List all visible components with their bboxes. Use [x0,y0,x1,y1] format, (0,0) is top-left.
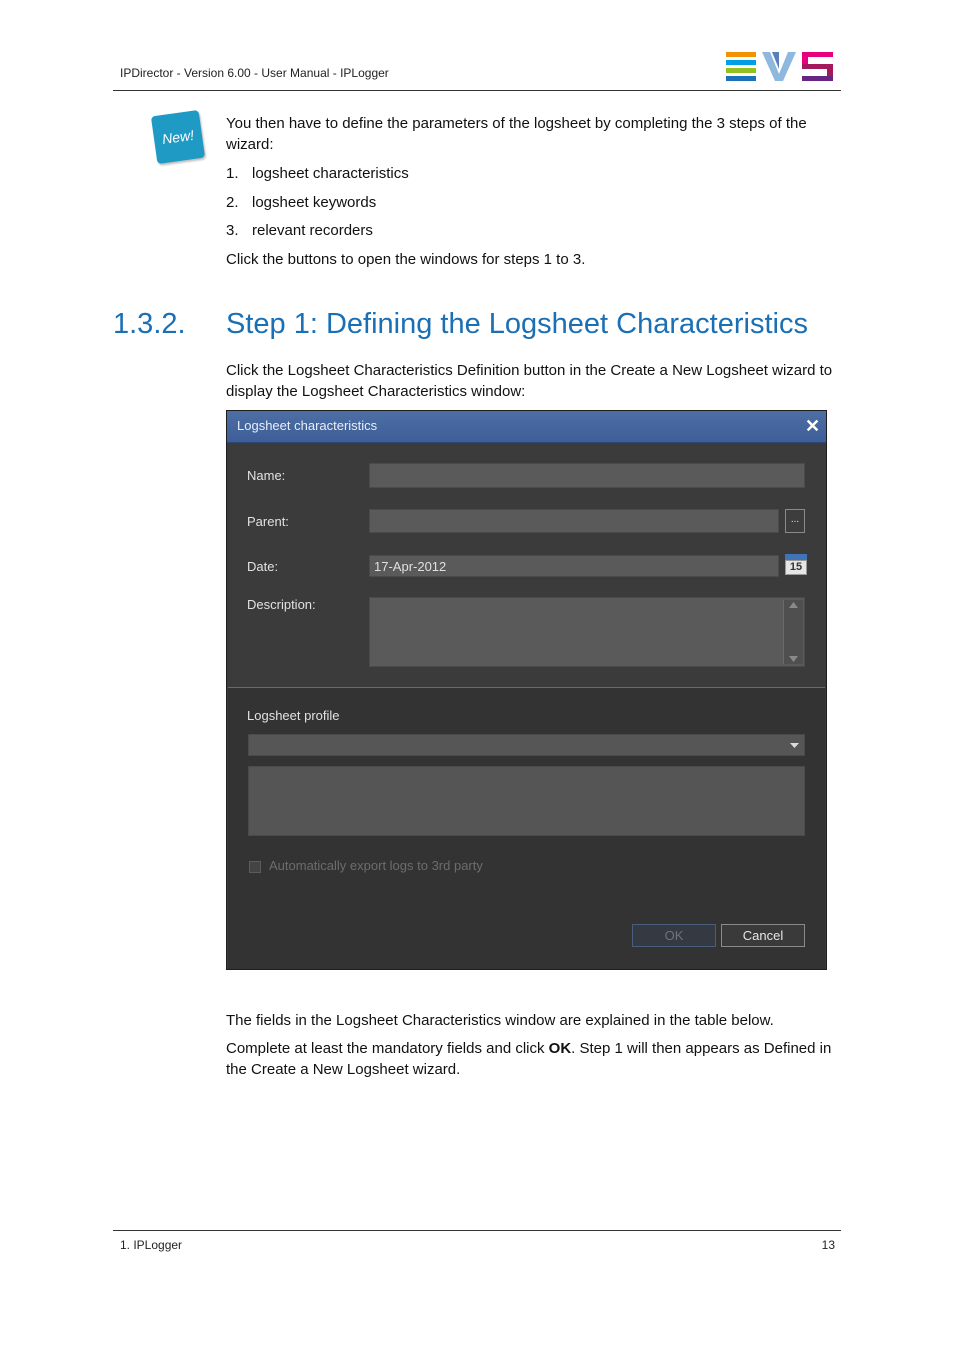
profile-select[interactable] [248,734,805,756]
description-label: Description: [247,597,316,612]
profile-label: Logsheet profile [247,708,340,723]
name-field[interactable] [369,463,805,488]
list-item-text: logsheet characteristics [252,165,409,182]
ok-button[interactable]: OK [632,924,716,947]
page-header-title: IPDirector - Version 6.00 - User Manual - IPLogger [120,66,389,80]
logsheet-characteristics-dialog [226,410,827,970]
intro-closing: Click the buttons to open the windows for steps 1 to 3. [226,251,586,268]
name-label: Name: [247,468,286,483]
list-item-text: relevant recorders [252,222,373,239]
section-intro: Click the Logsheet Characteristics Definition button in the Create a New Logsheet wizard to display the Logsheet Characteristics window: [226,362,833,400]
chevron-down-icon [790,743,799,748]
fields-explanation: The fields in the Logsheet Characteristics window are explained in the table below. [226,1012,774,1029]
section-title: Step 1: Defining the Logsheet Characteristics [226,308,808,340]
date-label: Date: [247,559,279,574]
dialog-title-bar [227,411,826,443]
parent-label: Parent: [247,514,289,529]
date-field-value: 17-Apr-2012 [374,559,447,574]
evs-logo [726,52,834,82]
list-item [226,192,376,213]
parent-browse-button[interactable]: ... [785,509,805,533]
calendar-day: 15 [785,560,807,575]
footer-chapter: 1. IPLogger [120,1238,183,1252]
new-badge-icon [151,110,205,164]
list-item-number: 1. [226,165,239,182]
list-item-number: 3. [226,222,239,239]
section-number: 1.3.2. [113,308,186,340]
close-icon[interactable]: ✕ [805,416,821,436]
footer-rule [113,1230,841,1231]
completion-text-end: . Step 1 will then appears as Defined in the Create a New Logsheet wizard. [226,1040,832,1078]
scroll-down-icon[interactable] [789,656,798,662]
auto-export-label: Automatically export logs to 3rd party [269,858,483,873]
ok-emphasis: OK [548,1040,572,1057]
auto-export-checkbox[interactable] [249,861,261,873]
parent-field[interactable] [369,509,779,533]
description-scrollbar[interactable] [783,600,803,664]
list-item-number: 2. [226,194,239,211]
new-badge-label: New! [161,126,195,148]
list-item [226,163,409,184]
date-field[interactable] [369,555,779,577]
page-number: 13 [821,1238,835,1252]
header-rule [113,90,841,91]
scroll-up-icon[interactable] [789,602,798,608]
calendar-icon[interactable] [785,554,807,575]
profile-details-panel [248,766,805,836]
description-field[interactable] [369,597,805,667]
cancel-button[interactable]: Cancel [721,924,805,947]
dialog-title: Logsheet characteristics [237,418,378,433]
list-item-text: logsheet keywords [252,194,377,211]
completion-text-start: Complete at least the mandatory fields and click [226,1040,549,1057]
completion-instructions [226,1038,842,1080]
intro-paragraph: You then have to define the parameters of the logsheet by completing the 3 steps of the wizard: [226,115,807,153]
list-item [226,220,373,241]
